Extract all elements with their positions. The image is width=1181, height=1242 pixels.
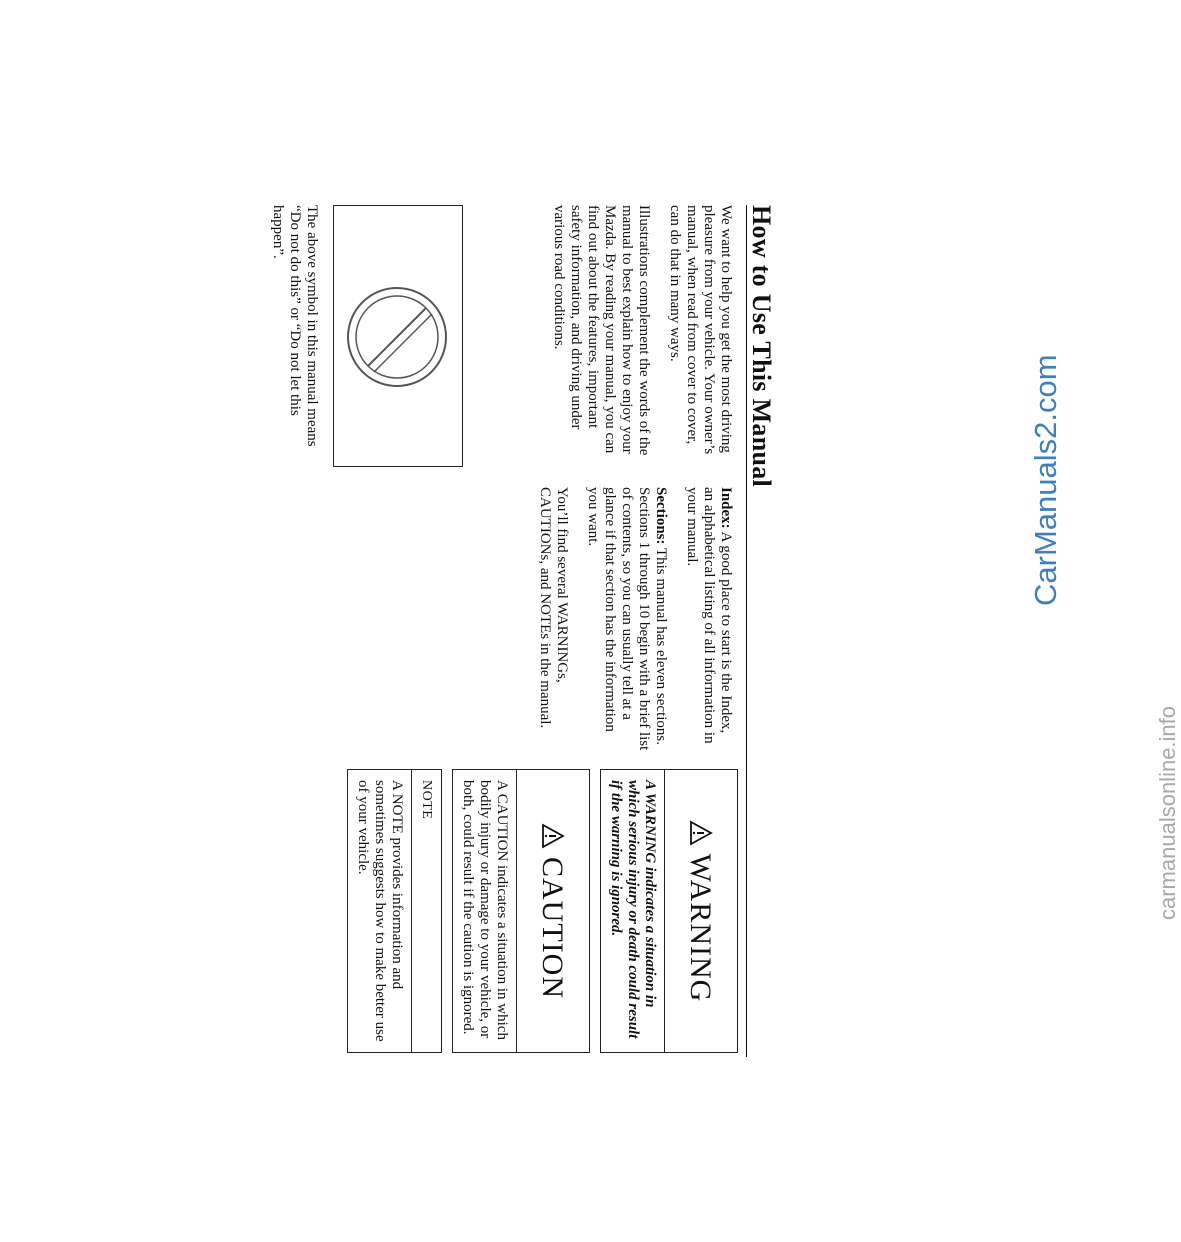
site-credit: carmanualsonline.info (1155, 705, 1180, 920)
caution-box (452, 769, 590, 1053)
index-label: Index: (718, 487, 734, 529)
sections-text: This manual has eleven sections. Sections 1 through 10 begin with a brief list of contents, so you can usually tell at a glance if that section has the information you want. (585, 487, 669, 751)
warning-triangle-icon (689, 820, 713, 846)
symbol-caption: The above symbol in this manual means “Do not do this” or “Do not let this happen”. (270, 205, 320, 447)
index-text: A good place to start is the Index, an alphabetical listing of all information in your manual. (684, 487, 734, 744)
caution-text: A CAUTION indicates a situation in which bodily injury or damage to your vehicle, or both, could result if the caution is ignored. (460, 780, 510, 1040)
intro-paragraph: We want to help you get the most driving pleasure from your vehicle. Your owner’s manual, when read from cover to cover, can do that in many ways. (667, 205, 734, 455)
watermark-logo: CarManuals2.com (1028, 354, 1063, 606)
note-box (347, 769, 442, 1053)
column-intro (536, 205, 734, 467)
warning-header (664, 770, 737, 1052)
note-text: A NOTE provides information and sometimes suggests how to make better use of your vehicle. (355, 780, 405, 1042)
sections-label: Sections: (653, 487, 669, 545)
page-title: How to Use This Manual (747, 205, 776, 488)
notices-paragraph: You’ll find several WARNINGs, CAUTIONs, and NOTEs in the manual. (537, 487, 570, 729)
prohibition-symbol-icon (332, 206, 462, 468)
warning-heading: WARNING (684, 853, 718, 1003)
title-rule (746, 205, 747, 1057)
column-notices (337, 769, 738, 1053)
warning-box (600, 769, 738, 1053)
column-guide (522, 487, 734, 751)
caution-triangle-icon (541, 823, 565, 849)
caution-heading: CAUTION (536, 857, 570, 999)
illustrations-paragraph: Illustrations complement the words of the manual to best explain how to enjoy your Mazda. By reading your manual, you can find out about the features, important safety information, and driving under various road conditions. (551, 205, 652, 456)
warning-text: A WARNING indicates a situation in which serious injury or death could result if the warning is ignored. (608, 780, 658, 1039)
index-paragraph (683, 487, 734, 751)
caution-header (516, 770, 589, 1052)
sections-paragraph (584, 487, 669, 751)
prohibition-symbol-box (333, 205, 463, 467)
note-heading: NOTE (411, 770, 441, 1052)
